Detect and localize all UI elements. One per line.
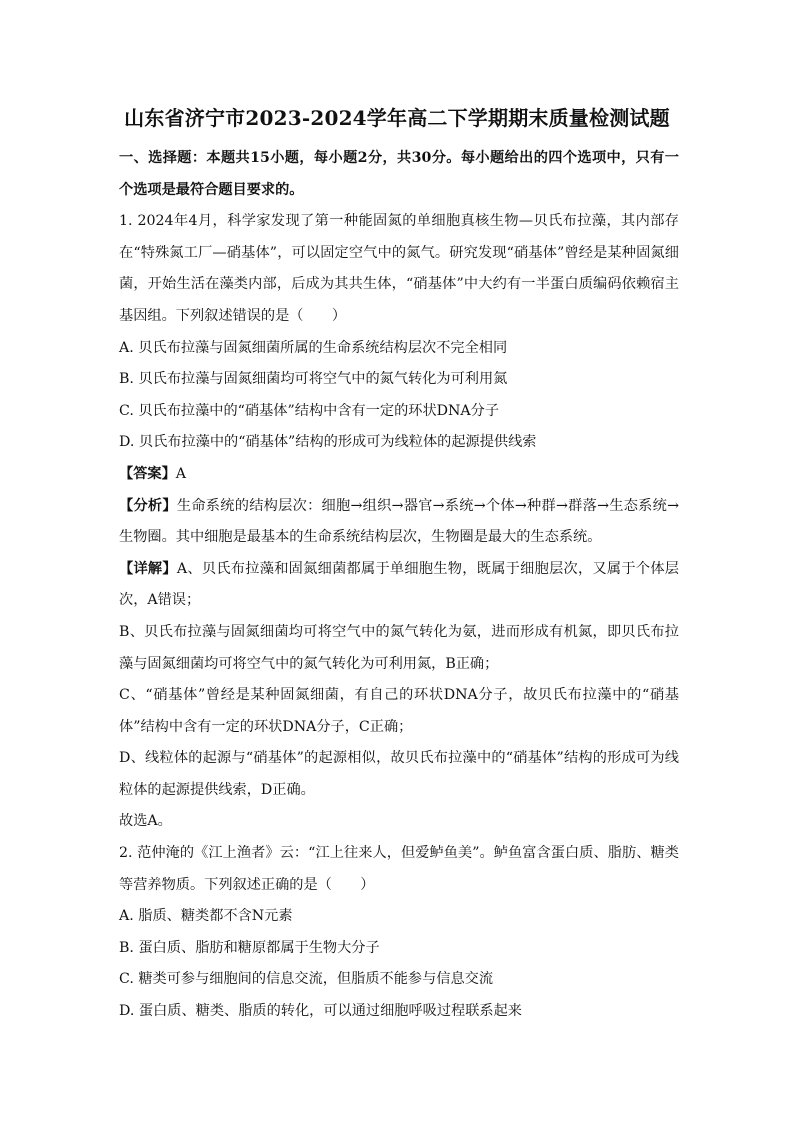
detail-paragraph-a xyxy=(119,554,679,617)
answer-line xyxy=(119,459,679,491)
option-c: C. 贝氏布拉藻中的“硝基体”结构中含有一定的环状DNA分子 xyxy=(119,402,500,419)
section-header: 一、选择题：本题共15小题，每小题2分，共30分。每小题给出的四个选项中，只有一个选项是最符合题目要求的。 xyxy=(119,150,679,198)
analysis-paragraph xyxy=(119,491,679,554)
answer-value: A xyxy=(175,465,187,482)
question-2 xyxy=(119,838,679,1028)
option-b: B. 蛋白质、脂肪和糖原都属于生物大分子 xyxy=(119,939,380,956)
page-title: 山东省济宁市2023-2024学年高二下学期期末质量检测试题 xyxy=(124,106,670,130)
option-b: B. 贝氏布拉藻与固氮细菌均可将空气中的氮气转化为可利用氮 xyxy=(119,371,508,388)
option-d: D. 贝氏布拉藻中的“硝基体”结构的形成可为线粒体的起源提供线索 xyxy=(119,434,537,451)
question-stem: 2. 范仲淹的《江上渔者》云：“江上往来人，但爱鲈鱼美”。鲈鱼富含蛋白质、脂肪、糖类等营养物质。下列叙述正确的是（ ） xyxy=(119,845,679,893)
analysis-text: 生命系统的结构层次：细胞→组织→器官→系统→个体→种群→群落→生态系统→生物圈。其中细胞是最基本的生命系统结构层次，生物圈是最大的生态系统。 xyxy=(119,497,679,546)
option-d: D. 蛋白质、糖类、脂质的转化，可以通过细胞呼吸过程联系起来 xyxy=(119,1003,522,1020)
detail-paragraph-b: B、贝氏布拉藻与固氮细菌均可将空气中的氮气转化为氨，进而形成有机氮，即贝氏布拉藻与固氮细菌均可将空气中的氮气转化为可利用氮，B正确； xyxy=(119,623,679,672)
document-body xyxy=(119,143,679,1028)
detail-label: 【详解】 xyxy=(119,560,177,577)
conclusion: 故选A。 xyxy=(119,813,172,830)
question-1 xyxy=(119,206,679,838)
answer-label: 【答案】 xyxy=(119,465,176,482)
option-a: A. 贝氏布拉藻与固氮细菌所属的生命系统结构层次不完全相同 xyxy=(119,339,508,356)
option-a: A. 脂质、糖类都不含N元素 xyxy=(119,908,293,925)
detail-text-a: A、贝氏布拉藻和固氮细菌都属于单细胞生物，既属于细胞层次，又属于个体层次，A错误； xyxy=(119,560,679,609)
option-c: C. 糖类可参与细胞间的信息交流，但脂质不能参与信息交流 xyxy=(119,971,494,988)
detail-paragraph-d: D、线粒体的起源与“硝基体”的起源相似，故贝氏布拉藻中的“硝基体”结构的形成可为线粒体的起源提供线索，D正确。 xyxy=(119,750,679,798)
question-stem: 1. 2024年4月，科学家发现了第一种能固氮的单细胞真核生物—贝氏布拉藻，其内部存在“特殊氮工厂—硝基体”，可以固定空气中的氮气。研究发现“硝基体”曾经是某种固氮细菌，开始生活在藻类内部，后成为其共生体，“硝基体”中大约有一半蛋白质编码依赖宿主基因组。下列叙述错误的是（ ） xyxy=(119,213,679,324)
analysis-label: 【分析】 xyxy=(119,497,177,514)
detail-paragraph-c: C、“硝基体”曾经是某种固氮细菌，有自己的环状DNA分子，故贝氏布拉藻中的“硝基体”结构中含有一定的环状DNA分子，C正确； xyxy=(119,687,679,735)
